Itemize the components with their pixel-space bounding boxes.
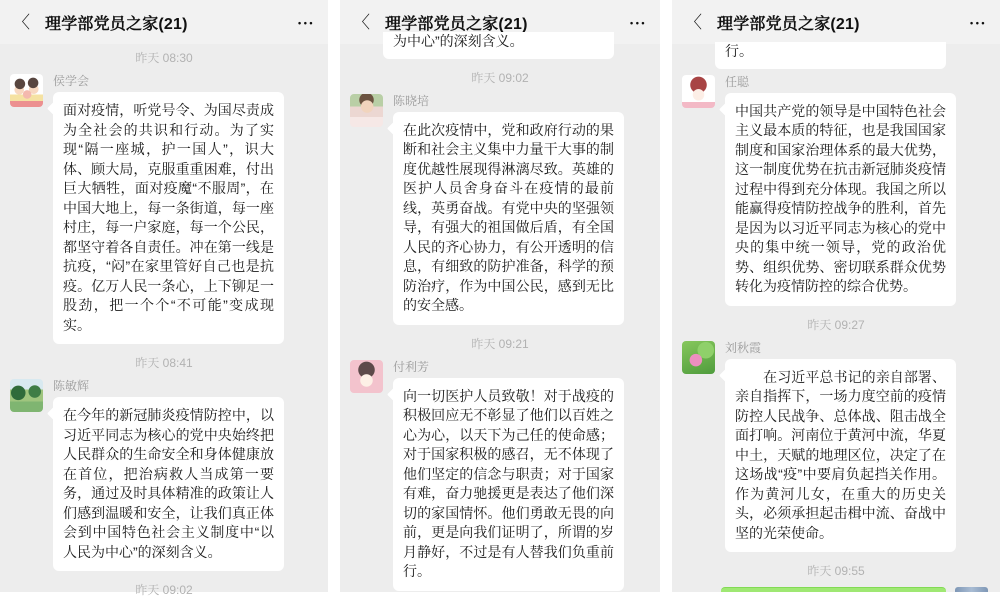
chat-panel-1: [0, 0, 328, 597]
member-avatar[interactable]: [350, 94, 383, 127]
sent-message-bubble-partial[interactable]: [721, 587, 946, 592]
member-avatar[interactable]: [10, 379, 43, 412]
timestamp: 昨天 08:41: [135, 356, 193, 370]
timestamp: 昨天 09:55: [807, 564, 865, 578]
timestamp: 昨天 09:02: [135, 583, 193, 597]
timestamp: 昨天 09:02: [471, 70, 529, 85]
chat-title: 理学部党员之家(21): [45, 15, 188, 33]
sender-name: 侯学会: [53, 74, 90, 88]
message-body: [725, 341, 956, 553]
timestamp: 昨天 09:21: [471, 336, 529, 351]
sender-name: 陈晓培: [393, 93, 430, 108]
member-avatar[interactable]: [682, 75, 715, 108]
chat-title: 理学部党员之家(21): [717, 15, 860, 33]
chat-panel-2: [340, 0, 660, 592]
back-icon[interactable]: 〈: [13, 12, 30, 32]
chat-title: 理学部党员之家(21): [385, 15, 528, 33]
sender-name: 陈敏辉: [53, 379, 90, 393]
member-avatar[interactable]: [682, 341, 715, 374]
message-row: [340, 360, 660, 591]
more-menu-icon[interactable]: •••: [970, 18, 987, 28]
message-body: [53, 379, 284, 571]
back-icon[interactable]: 〈: [353, 12, 370, 32]
message-bubble[interactable]: 在此次疫情中，党和政府行动的果断和社会主义集中力量干大事的制度优越性展现得淋漓尽致。英雄的医护人员舍身奋斗在疫情的最前线，英勇奋战。有党中央的坚强领导，有强大的祖国做后盾，有全国人民的齐心协力，有公开透明的信息，有细致的防护准备，科学的预防治疗，作为中国公民，感到无比的安全感。: [393, 112, 624, 325]
partial-message-text: 行。: [725, 43, 753, 59]
message-bubble[interactable]: 在习近平总书记的亲自部署、亲自指挥下，一场力度空前的疫情防控人民战争、总体战、阻击战全面打响。河南位于黄河中流，华夏中土，天赋的地理区位，决定了在这场战“疫”中要肩负起挡关作用。作为黄河儿女，在重大的历史关头，必须承担起击楫中流、奋战中坚的光荣使命。: [725, 359, 956, 553]
message-body: [725, 75, 956, 306]
message-bubble-partial[interactable]: [715, 42, 946, 69]
member-avatar[interactable]: [350, 360, 383, 393]
message-body: [393, 94, 624, 325]
partial-message-text: 为中心”的深刻含义。: [393, 33, 524, 49]
timestamp: 昨天 08:30: [135, 51, 193, 65]
timestamp: 昨天 09:27: [807, 317, 865, 332]
back-icon[interactable]: 〈: [685, 12, 702, 32]
message-bubble[interactable]: 面对疫情，听党号令、为国尽责成为全社会的共识和行动。为了实现“隔一座城，护一国人”，识大体、顾大局，克服重重困难，付出巨大牺牲，面对疫魔“不服周”，在中国大地上，每一条街道，每一座村庄，每一户家庭，每一个公民，都坚守着各自责任。冲在第一线是抗疫，“闷”在家里管好自己也是抗疫。亿万人民一条心，上下铆足一股劲，把一个个“不可能”变成现实。: [53, 92, 284, 344]
sender-name: 付利芳: [393, 359, 430, 374]
more-menu-icon[interactable]: •••: [630, 18, 647, 28]
message-bubble[interactable]: 在今年的新冠肺炎疫情防控中，以习近平同志为核心的党中央始终把人民群众的生命安全和身体健康放在首位，把治病救人当成第一要务，通过及时具体精准的政策让人们感到温暖和安全，让我们真正体会到中国特色社会主义制度中“以人民为中心”的深刻含义。: [53, 397, 284, 571]
message-row: [672, 341, 1000, 553]
message-body: [53, 74, 284, 344]
more-menu-icon[interactable]: •••: [298, 18, 315, 28]
chat-header: [0, 0, 328, 44]
chat-panel-3: [672, 0, 1000, 592]
panel-divider: [660, 0, 672, 592]
message-bubble[interactable]: 中国共产党的领导是中国特色社会主义最本质的特征，也是我国国家制度和国家治理体系的最大优势，这一制度优势在抗击新冠肺炎疫情过程中得到充分体现。我国之所以能赢得疫情防控战争的胜利，首先是因为以习近平同志为核心的党中央的集中统一领导，党的政治优势、组织优势、密切联系群众优势转化为疫情防控的综合优势。: [725, 93, 956, 306]
panel-divider: [328, 0, 340, 592]
message-row: [340, 94, 660, 325]
message-row: [672, 75, 1000, 306]
message-row: [0, 379, 328, 571]
self-avatar-partial[interactable]: [955, 587, 988, 592]
message-row: [0, 74, 328, 344]
message-bubble-partial[interactable]: [383, 32, 614, 59]
chat-header: [672, 0, 1000, 44]
member-avatar[interactable]: [10, 74, 43, 107]
sender-name: 刘秋霞: [725, 340, 762, 355]
message-bubble[interactable]: 向一切医护人员致敬！对于战疫的积极回应无不彰显了他们以百姓之心为心，以天下为己任的使命感；对于国家积极的感召，无不体现了他们坚定的信念与职责；对于国家有难，奋力驰援更是表达了他们深切的家国情怀。他们勇敢无畏的向前，更是向我们证明了，所谓的岁月静好，不过是有人替我们负重前行。: [393, 378, 624, 591]
message-body: [393, 360, 624, 591]
sender-name: 任聪: [725, 74, 750, 89]
